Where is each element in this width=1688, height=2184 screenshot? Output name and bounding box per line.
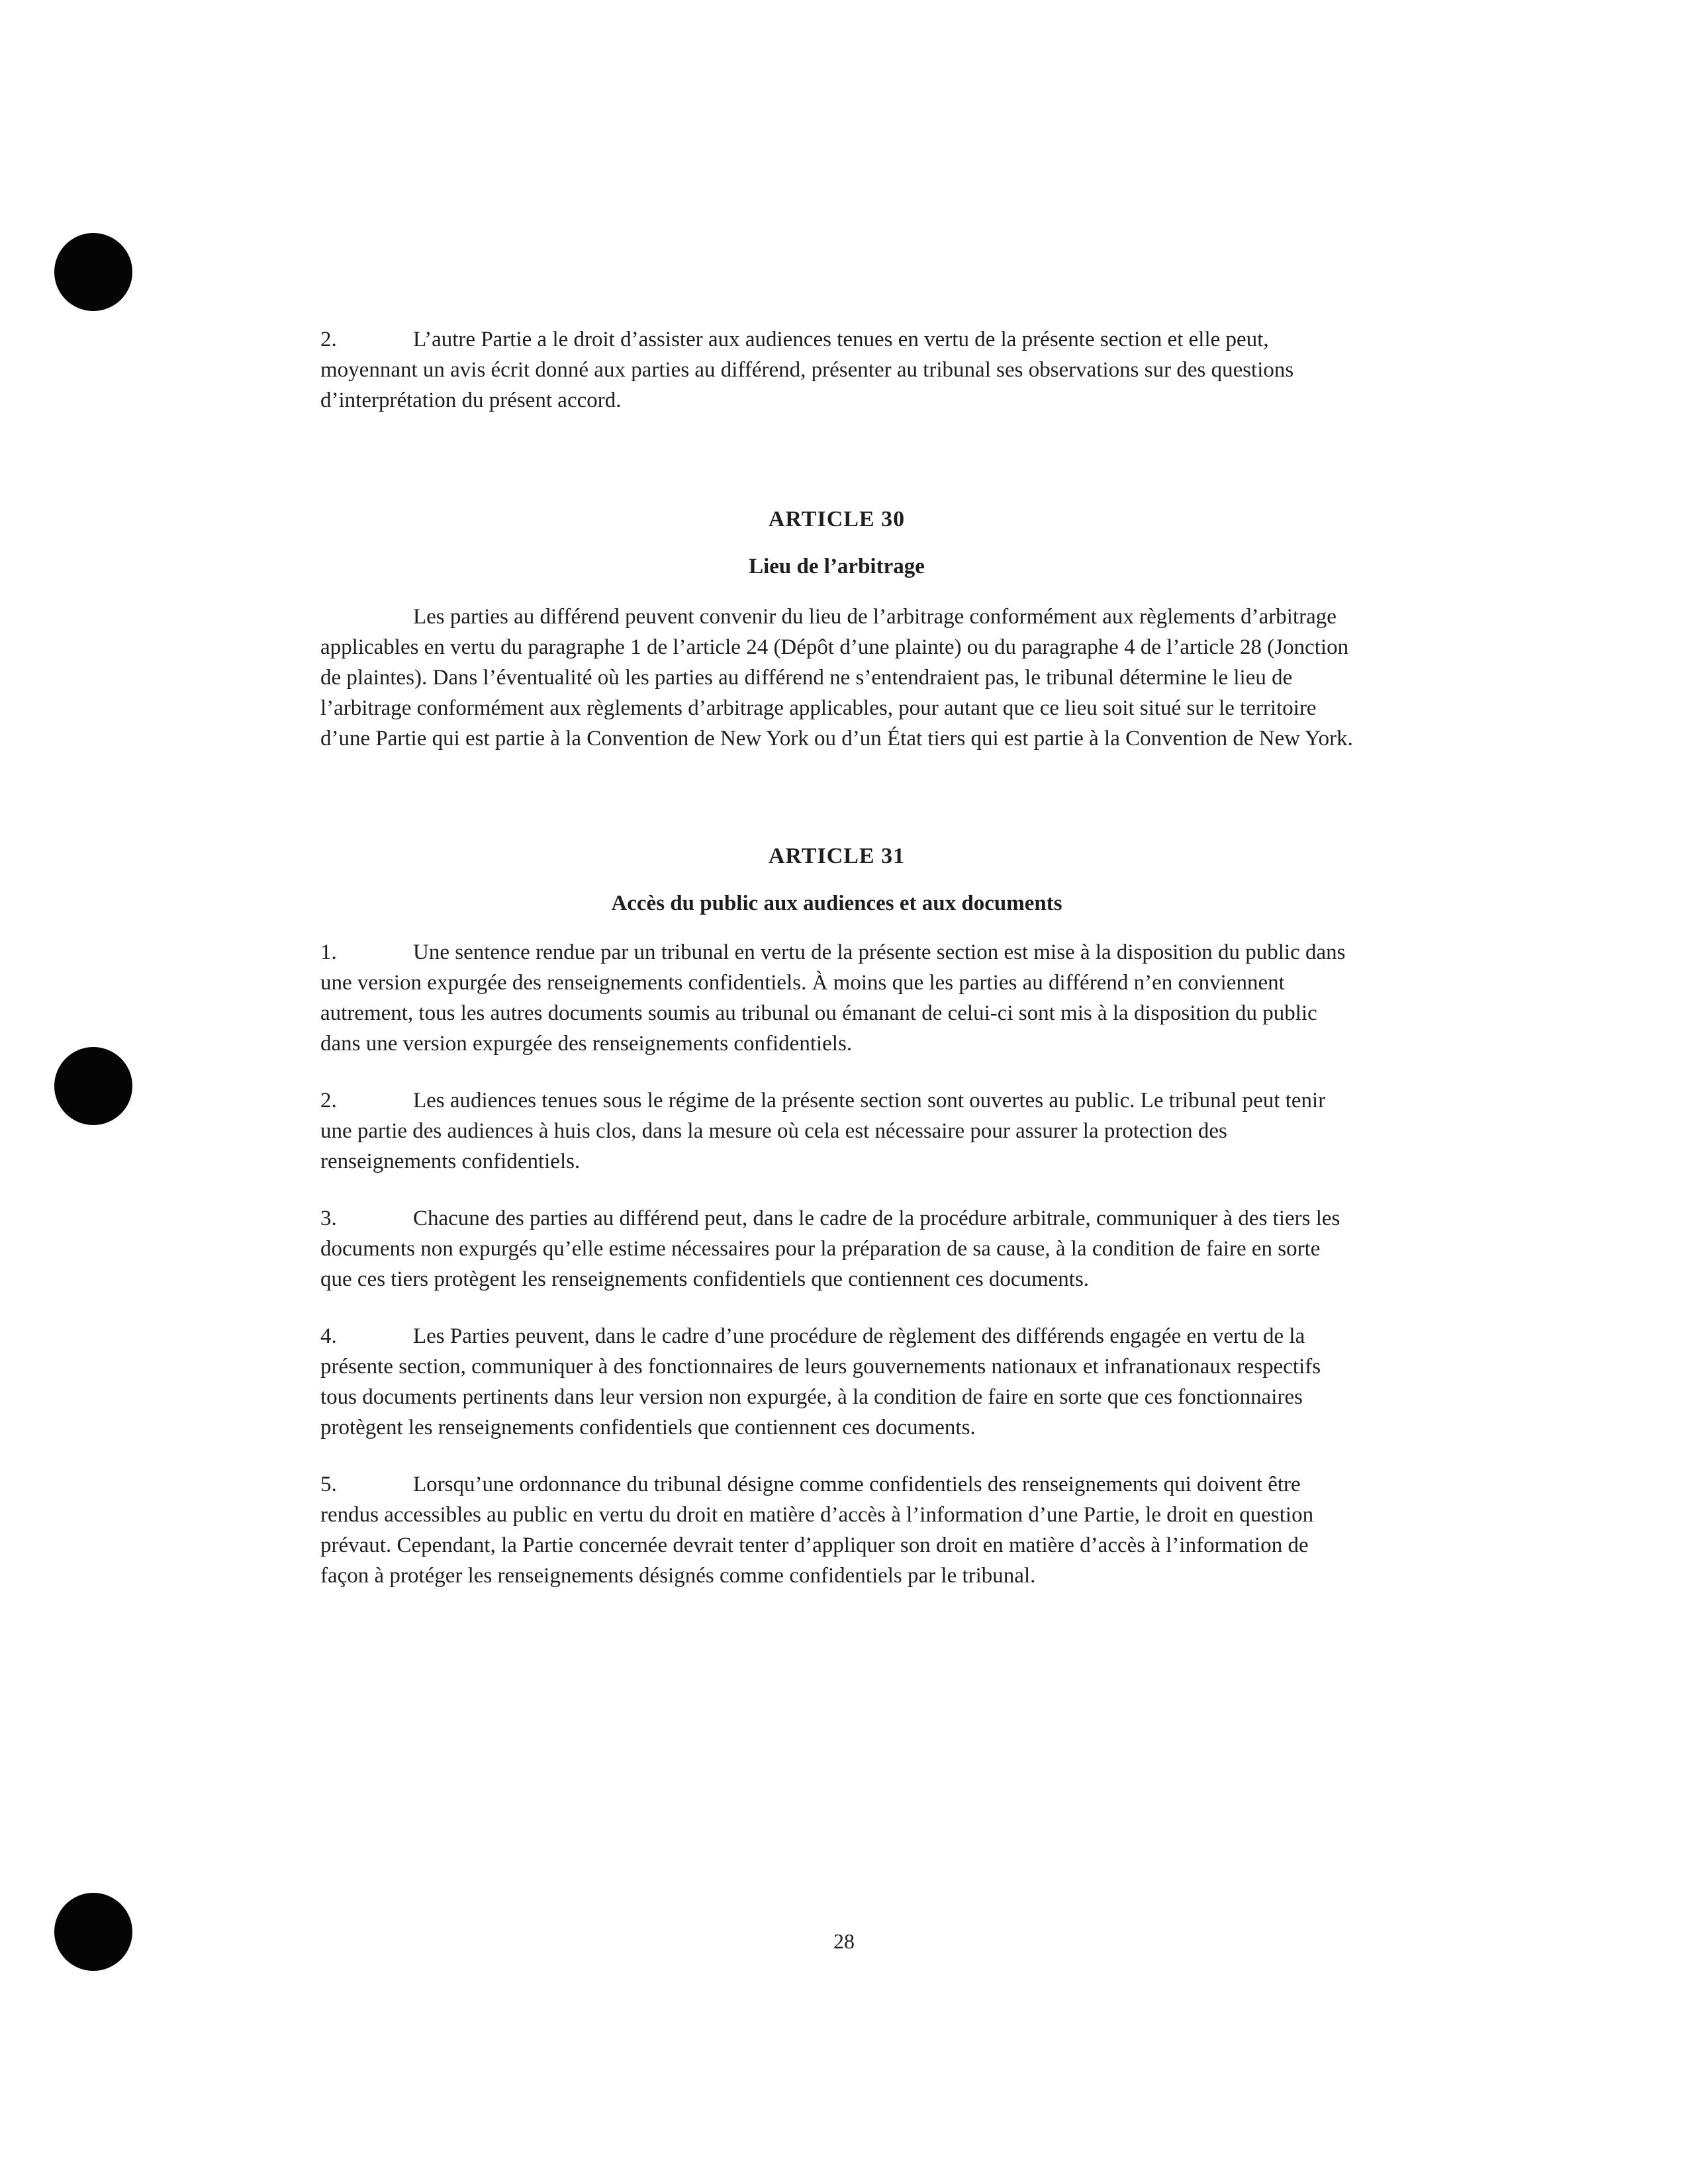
paragraph-number: 1. [320,940,337,964]
paragraph-text: Une sentence rendue par un tribunal en vertu de la présente section est mise à la disposition du public dans une version expurgée des renseignements confidentiels. À moins que les parties au différend n’en conviennent autrement, tous les autres documents soumis au tribunal ou émanant de celui-ci sont mis à la disposition du public dans une version expurgée des renseignements confidentiels. [320,940,1346,1056]
article-31-paragraph-2 [320,1085,1353,1177]
article-31-paragraph-3 [320,1203,1353,1295]
paragraph-number: 4. [320,1324,337,1348]
paragraph-number: 2. [320,1089,337,1113]
binder-hole-middle [54,1047,132,1125]
article-30-text: Les parties au différend peuvent convenir du lieu de l’arbitrage conformément aux règlements d’arbitrage applicables en vertu du paragraphe 1 de l’article 24 (Dépôt d’une plainte) ou du paragraphe 4 de l’article 28 (Jonction de plaintes). Dans l’éventualité où les parties au différend ne s’entendraient pas, le tribunal détermine le lieu de l’arbitrage conformément aux règlements d’arbitrage applicables, pour autant que ce lieu soit situé sur le territoire d’une Partie qui est partie à la Convention de New York ou d’un État tiers qui est partie à la Convention de New York. [320,605,1353,751]
paragraph-text: Lorsqu’une ordonnance du tribunal désigne comme confidentiels des renseignements qui doivent être rendus accessibles au public en vertu du droit en matière d’accès à l’information d’une Partie, le droit en question prévaut. Cependant, la Partie concernée devrait tenter d’appliquer son droit en matière d’accès à l’information de façon à protéger les renseignements désignés comme confidentiels par le tribunal. [320,1473,1314,1588]
paragraph-number: 3. [320,1206,337,1230]
article-31-paragraph-1 [320,937,1353,1059]
page-body [320,324,1353,1591]
paragraph-text: L’autre Partie a le droit d’assister aux audiences tenues en vertu de la présente section et elle peut, moyennant un avis écrit donné aux parties au différend, présenter au tribunal ses observations sur des questions d’interprétation du présent accord. [320,328,1294,412]
article29-paragraph-2 [320,324,1353,416]
article-30-title: ARTICLE 30 [768,507,906,531]
paragraph-text: Les Parties peuvent, dans le cadre d’une procédure de règlement des différends engagée en vertu de la présente section, communiquer à des fonctionnaires de leurs gouvernements nationaux et infranationaux respectifs tous documents pertinents dans leur version non expurgée, à la condition de faire en sorte que ces fonctionnaires protègent les renseignements confidentiels que contiennent ces documents. [320,1324,1321,1439]
article-31-title: ARTICLE 31 [768,844,906,868]
article-31-paragraph-5 [320,1469,1353,1591]
paragraph-number: 5. [320,1473,337,1496]
article-30-subtitle: Lieu de l’arbitrage [749,555,925,578]
article-31-subtitle: Accès du public aux audiences et aux documents [611,891,1062,915]
paragraph-text: Chacune des parties au différend peut, dans le cadre de la procédure arbitrale, communiquer à des tiers les documents non expurgés qu’elle estime nécessaires pour la préparation de sa cause, à la condition de faire en sorte que ces tiers protègent les renseignements confidentiels que contiennent ces documents. [320,1206,1340,1291]
binder-hole-top [54,233,132,311]
page-number: 28 [833,1929,855,1953]
article-31-paragraph-4 [320,1321,1353,1443]
paragraph-number: 2. [320,328,337,351]
paragraph-text: Les audiences tenues sous le régime de la présente section sont ouvertes au public. Le tribunal peut tenir une partie des audiences à huis clos, dans la mesure où cela est nécessaire pour assurer la protection des renseignements confidentiels. [320,1089,1326,1173]
